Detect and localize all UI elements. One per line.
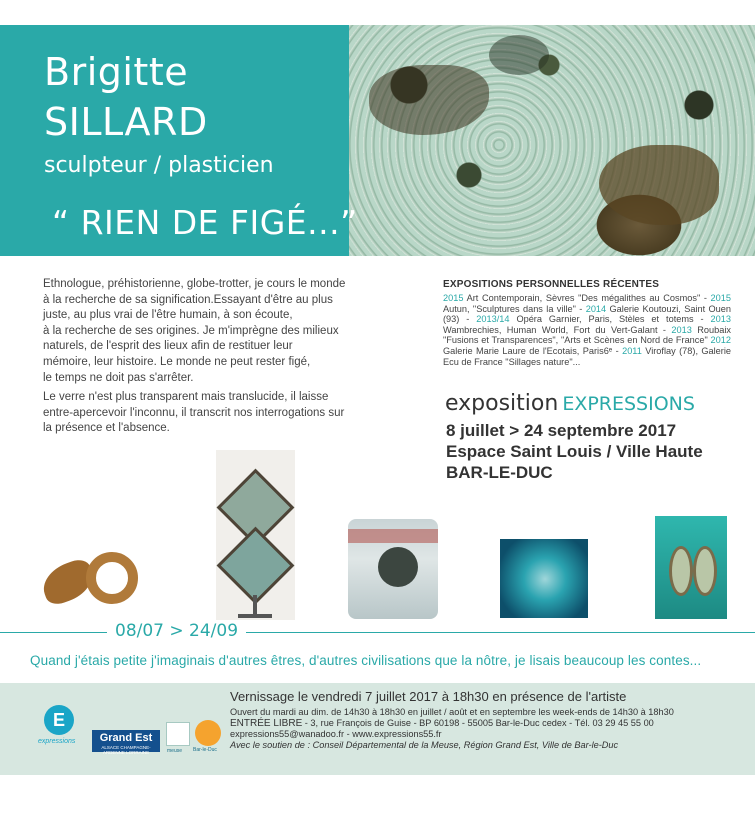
artwork-detail [86,552,138,604]
exposition-year: 2015 [443,293,464,303]
artwork-detail [348,529,438,543]
vernissage-info: Vernissage le vendredi 7 juillet 2017 à 18h30 en présence de l'artiste [230,689,627,704]
artwork-stone [599,145,719,225]
expressions-logo: E [44,705,74,735]
bio-paragraph [43,277,393,386]
exposition-entry [443,293,711,303]
exposition-text: Art Contemporain, Sèvres "Des mégalithes au Cosmos" - [463,293,711,303]
practical-info [230,707,674,750]
event-label-text: exposition [445,391,559,416]
artwork-blue-glass [500,539,588,618]
artwork-glass-totem [216,450,295,620]
artwork-detail [669,546,693,596]
exposition-year: 2014 [585,303,607,314]
bio-line: juste, au plus vrai de l'être humain, à son écoute, [43,309,293,322]
bio-line: Ethnologue, préhistorienne, globe-trotter, je cours le monde [43,278,346,290]
free-entry: ENTRÉE LIBRE [230,717,303,729]
exposition-year: 2013/14 [476,314,510,325]
bio-line: entre-apercevoir l'inconnu, il transcrit nos interrogations sur [43,406,345,419]
short-date-range: 08/07 > 24/09 [107,621,246,641]
event-dates: 8 juillet > 24 septembre 2017 [446,421,677,440]
grand-est-logo [92,730,160,755]
artwork-detail [693,546,717,596]
exposition-text: Roubaix "Fusions et Transparences", "Arts et Scènes en Nord de France" [443,324,731,346]
bio-line: à la recherche de ses origines. Je m'imprègne des milieux [43,324,339,337]
expositions-list [443,293,731,367]
event-name: EXPRESSIONS [562,393,695,415]
exposition-text: Galerie Marie Laure de l'Ecotais, Paris6ᵉ - [443,345,623,356]
hero-artwork-image [349,25,755,256]
artwork-texture [489,35,549,75]
exposition-text: Opéra Garnier, Paris, Stèles et totems - [509,314,711,325]
exposition-text: Wambrechies, Human World, Fort du Vert-Galant - [443,324,672,335]
expressions-logo-caption: expressions [38,738,76,745]
exposition-year: 2013 [710,314,731,325]
contact-line: expressions55@wanadoo.fr - www.expressions55.fr [230,729,442,740]
grand-est-logo-text: Grand Est [99,732,153,744]
event-venue: Espace Saint Louis / Ville Haute [446,442,703,461]
expositions-heading: EXPOSITIONS PERSONNELLES RÉCENTES [443,279,660,290]
artist-last-name: SILLARD [44,100,208,144]
bio-line: mémoire, leur histoire. Le monde ne peut rester figé, [43,355,311,368]
bio-line: Le verre n'est plus transparent mais translucide, il laisse [43,391,329,404]
exposition-year: 2011 [622,345,642,356]
exposition-year: 2013 [671,324,692,335]
artist-statement [43,277,393,437]
exposition-text: Viroflay (78), Galerie Ecu de France "Sillages nature"... [443,345,732,367]
bio-line: la présence et l'absence. [43,422,170,435]
artwork-detail [217,527,295,605]
bio-line: naturels, de l'esprit des lieux afin de restituer leur [43,340,293,353]
support-line: Avec le soutien de : Conseil Départemental de la Meuse, Région Grand Est, Ville de Bar-le-Duc [230,739,619,750]
tagline: Quand j'étais petite j'imaginais d'autres êtres, d'autres civilisations que la nôtre, je lisais beaucoup les contes... [30,653,702,668]
artist-first-name: Brigitte [44,50,189,94]
artwork-glass-cylinder [348,519,438,619]
exposition-text: Autun, "Sculptures dans la ville" - [443,303,586,314]
opening-hours: Ouvert du mardi au dim. de 14h30 à 18h30 en juillet / août et en septembre les week-ends de 14h30 à 18h30 [230,707,674,717]
event-label [445,391,695,416]
bar-le-duc-logo-text: Bar-le-Duc [193,747,217,753]
event-city: BAR-LE-DUC [446,463,553,482]
bio-line: à la recherche de sa signification.Essayant d'être au plus [43,293,333,306]
artwork-texture [369,65,489,135]
artist-role: sculpteur / plasticien [44,153,274,178]
bio-paragraph [43,390,393,437]
address-line [230,718,674,730]
bar-le-duc-logo [193,720,221,753]
bio-line: le temps ne doit pas s'arrêter. [43,371,194,384]
artwork-detail [378,547,418,587]
meuse-logo [166,722,190,754]
header [0,0,755,256]
grand-est-logo-subtext: ALSACE CHAMPAGNE-ARDENNE LORRAINE [101,745,151,755]
exposition-entry [476,314,710,324]
exposition-text: Galerie Koutouzi, Saint Ouen (93) - [443,303,731,325]
address: - 3, rue François de Guise - BP 60198 - 55005 Bar-le-Duc cedex - Tél. 03 29 45 55 00 [302,717,654,728]
artwork-green-glass [655,516,727,619]
artwork-detail [238,614,272,618]
exposition-year: 2015 [710,293,731,303]
exposition-year: 2012 [710,335,731,346]
meuse-logo-text: meuse [167,748,183,754]
artwork-bronze-ring [38,540,140,620]
exhibition-title: “ RIEN DE FIGÉ...” [52,203,358,242]
